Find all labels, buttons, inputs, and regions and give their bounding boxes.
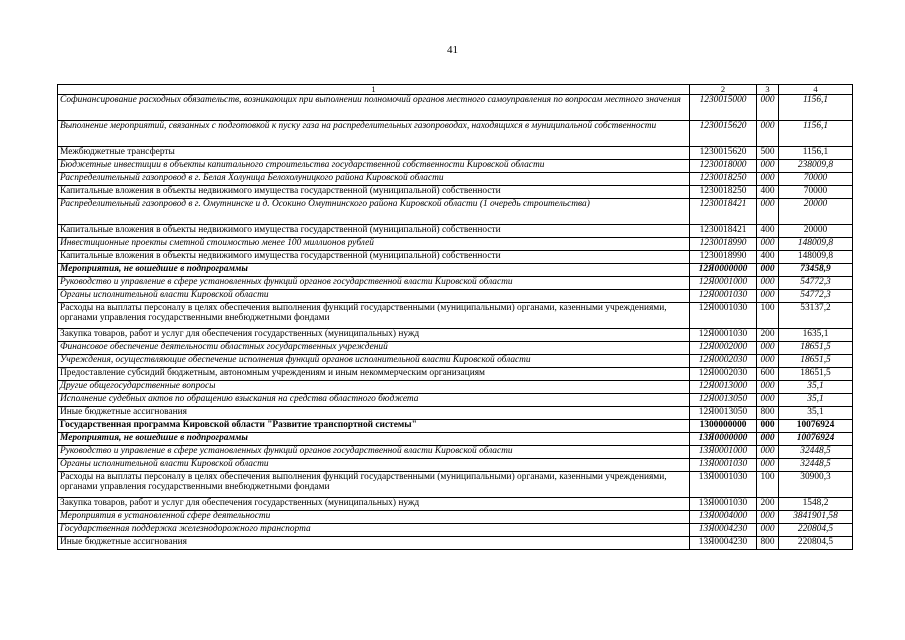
table-row xyxy=(58,459,853,472)
row-type-cell: 000 xyxy=(757,264,779,277)
row-type-cell: 400 xyxy=(757,225,779,238)
row-sum-cell: 1156,1 xyxy=(779,121,853,147)
table-row xyxy=(58,394,853,407)
row-type-cell: 000 xyxy=(757,394,779,407)
row-sum-cell: 1156,1 xyxy=(779,95,853,121)
row-sum-cell: 53137,2 xyxy=(779,303,853,329)
row-type-cell: 000 xyxy=(757,511,779,524)
row-code-cell: 13Я0001030 xyxy=(690,459,757,472)
row-code-cell: 1230018990 xyxy=(690,251,757,264)
row-code-cell: 12Я0013050 xyxy=(690,394,757,407)
row-code-cell: 13Я0000000 xyxy=(690,433,757,446)
row-type-cell: 100 xyxy=(757,472,779,498)
row-name-cell: Государственная поддержка железнодорожного транспорта xyxy=(58,524,690,537)
row-name-cell: Государственная программа Кировской области "Развитие транспортной системы" xyxy=(58,420,690,433)
row-sum-cell: 32448,5 xyxy=(779,446,853,459)
row-name-cell: Мероприятия, не вошедшие в подпрограммы xyxy=(58,433,690,446)
row-type-cell: 000 xyxy=(757,342,779,355)
row-name-cell: Расходы на выплаты персоналу в целях обеспечения выполнения функций государственными (муниципальными) органами, казенными учреждениями, органами управления государственными внебюджетными фондами xyxy=(58,472,690,498)
row-name-cell: Иные бюджетные ассигнования xyxy=(58,537,690,550)
row-name-cell: Выполнение мероприятий, связанных с подготовкой к пуску газа на распределительных газопроводах, находящихся в муниципальной собственности xyxy=(58,121,690,147)
table-row xyxy=(58,524,853,537)
row-name-cell: Инвестиционные проекты сметной стоимостью менее 100 миллионов рублей xyxy=(58,238,690,251)
table-row xyxy=(58,420,853,433)
row-name-cell: Учреждения, осуществляющие обеспечение исполнения функций органов исполнительной власти Кировской области xyxy=(58,355,690,368)
row-sum-cell: 18651,5 xyxy=(779,368,853,381)
row-name-cell: Бюджетные инвестиции в объекты капитального строительства государственной собственности Кировской области xyxy=(58,160,690,173)
table-row xyxy=(58,199,853,225)
row-code-cell: 1230018421 xyxy=(690,225,757,238)
row-code-cell: 1230018250 xyxy=(690,173,757,186)
row-sum-cell: 18651,5 xyxy=(779,355,853,368)
row-type-cell: 000 xyxy=(757,524,779,537)
row-type-cell: 400 xyxy=(757,186,779,199)
row-type-cell: 000 xyxy=(757,121,779,147)
row-type-cell: 000 xyxy=(757,238,779,251)
row-name-cell: Расходы на выплаты персоналу в целях обеспечения выполнения функций государственными (муниципальными) органами, казенными учреждениями, органами управления государственными внебюджетными фондами xyxy=(58,303,690,329)
row-type-cell: 100 xyxy=(757,303,779,329)
row-name-cell: Мероприятия в установленной сфере деятельности xyxy=(58,511,690,524)
table-row xyxy=(58,537,853,550)
row-type-cell: 200 xyxy=(757,498,779,511)
table-row xyxy=(58,407,853,420)
row-code-cell: 13Я0001030 xyxy=(690,498,757,511)
row-code-cell: 12Я0002000 xyxy=(690,342,757,355)
budget-table xyxy=(57,84,853,550)
row-code-cell: 12Я0000000 xyxy=(690,264,757,277)
row-sum-cell: 20000 xyxy=(779,225,853,238)
table-row xyxy=(58,290,853,303)
row-code-cell: 12Я0002030 xyxy=(690,355,757,368)
table-row xyxy=(58,121,853,147)
row-type-cell: 000 xyxy=(757,277,779,290)
column-header-type: 3 xyxy=(757,85,779,95)
table-row xyxy=(58,368,853,381)
row-sum-cell: 10076924 xyxy=(779,433,853,446)
table-row xyxy=(58,186,853,199)
row-name-cell: Распределительный газопровод в г. Омутнинске и д. Осокино Омутнинского района Кировской области (1 очередь строительства) xyxy=(58,199,690,225)
row-name-cell: Капитальные вложения в объекты недвижимого имущества государственной (муниципальной) собственности xyxy=(58,225,690,238)
row-sum-cell: 73458,9 xyxy=(779,264,853,277)
row-sum-cell: 35,1 xyxy=(779,381,853,394)
row-name-cell: Межбюджетные трансферты xyxy=(58,147,690,160)
row-type-cell: 200 xyxy=(757,329,779,342)
row-sum-cell: 54772,3 xyxy=(779,290,853,303)
table-row xyxy=(58,173,853,186)
table-row xyxy=(58,160,853,173)
row-name-cell: Закупка товаров, работ и услуг для обеспечения государственных (муниципальных) нужд xyxy=(58,329,690,342)
row-name-cell: Капитальные вложения в объекты недвижимого имущества государственной (муниципальной) собственности xyxy=(58,186,690,199)
row-type-cell: 800 xyxy=(757,537,779,550)
row-name-cell: Другие общегосударственные вопросы xyxy=(58,381,690,394)
table-row xyxy=(58,95,853,121)
row-code-cell: 13Я0004230 xyxy=(690,537,757,550)
row-code-cell: 12Я0001000 xyxy=(690,277,757,290)
row-name-cell: Капитальные вложения в объекты недвижимого имущества государственной (муниципальной) собственности xyxy=(58,251,690,264)
row-name-cell: Финансовое обеспечение деятельности областных государственных учреждений xyxy=(58,342,690,355)
column-header-code: 2 xyxy=(690,85,757,95)
table-row xyxy=(58,264,853,277)
row-type-cell: 000 xyxy=(757,199,779,225)
row-code-cell: 1230018990 xyxy=(690,238,757,251)
row-sum-cell: 70000 xyxy=(779,173,853,186)
row-code-cell: 13Я0001000 xyxy=(690,446,757,459)
row-name-cell: Мероприятия, не вошедшие в подпрограммы xyxy=(58,264,690,277)
row-name-cell: Предоставление субсидий бюджетным, автономным учреждениям и иным некоммерческим организациям xyxy=(58,368,690,381)
row-sum-cell: 148009,8 xyxy=(779,251,853,264)
row-code-cell: 1230018000 xyxy=(690,160,757,173)
row-code-cell: 1230015620 xyxy=(690,121,757,147)
table-header-row xyxy=(58,85,853,95)
row-sum-cell: 1156,1 xyxy=(779,147,853,160)
table-row xyxy=(58,446,853,459)
row-sum-cell: 32448,5 xyxy=(779,459,853,472)
row-code-cell: 12Я0002030 xyxy=(690,368,757,381)
row-sum-cell: 20000 xyxy=(779,199,853,225)
table-row xyxy=(58,147,853,160)
row-sum-cell: 148009,8 xyxy=(779,238,853,251)
table-row xyxy=(58,225,853,238)
row-name-cell: Закупка товаров, работ и услуг для обеспечения государственных (муниципальных) нужд xyxy=(58,498,690,511)
row-type-cell: 000 xyxy=(757,290,779,303)
row-sum-cell: 1548,2 xyxy=(779,498,853,511)
row-code-cell: 12Я0001030 xyxy=(690,329,757,342)
row-name-cell: Софинансирование расходных обязательств, возникающих при выполнении полномочий органов местного самоуправления по вопросам местного значения xyxy=(58,95,690,121)
row-sum-cell: 35,1 xyxy=(779,394,853,407)
row-code-cell: 13Я0001030 xyxy=(690,472,757,498)
row-type-cell: 600 xyxy=(757,368,779,381)
row-sum-cell: 54772,3 xyxy=(779,277,853,290)
row-type-cell: 400 xyxy=(757,251,779,264)
row-code-cell: 1230018421 xyxy=(690,199,757,225)
row-type-cell: 000 xyxy=(757,433,779,446)
row-code-cell: 12Я0013000 xyxy=(690,381,757,394)
row-type-cell: 000 xyxy=(757,459,779,472)
table-row xyxy=(58,472,853,498)
table-row xyxy=(58,355,853,368)
row-sum-cell: 220804,5 xyxy=(779,537,853,550)
table-row xyxy=(58,498,853,511)
row-sum-cell: 35,1 xyxy=(779,407,853,420)
table-row xyxy=(58,511,853,524)
row-sum-cell: 10076924 xyxy=(779,420,853,433)
table-row xyxy=(58,277,853,290)
row-name-cell: Органы исполнительной власти Кировской области xyxy=(58,459,690,472)
row-name-cell: Распределительный газопровод в г. Белая Холуница Белохолуницкого района Кировской области xyxy=(58,173,690,186)
row-name-cell: Исполнение судебных актов по обращению взыскания на средства областного бюджета xyxy=(58,394,690,407)
row-code-cell: 1230018250 xyxy=(690,186,757,199)
row-type-cell: 000 xyxy=(757,355,779,368)
row-code-cell: 1230015620 xyxy=(690,147,757,160)
row-type-cell: 000 xyxy=(757,95,779,121)
table-row xyxy=(58,433,853,446)
row-name-cell: Иные бюджетные ассигнования xyxy=(58,407,690,420)
row-type-cell: 000 xyxy=(757,446,779,459)
row-type-cell: 000 xyxy=(757,173,779,186)
table-row xyxy=(58,303,853,329)
row-type-cell: 000 xyxy=(757,420,779,433)
row-code-cell: 12Я0001030 xyxy=(690,303,757,329)
row-name-cell: Руководство и управление в сфере установленных функций органов государственной власти Кировской области xyxy=(58,446,690,459)
row-sum-cell: 1635,1 xyxy=(779,329,853,342)
row-code-cell: 13Я0004230 xyxy=(690,524,757,537)
row-type-cell: 000 xyxy=(757,381,779,394)
row-type-cell: 000 xyxy=(757,160,779,173)
row-type-cell: 800 xyxy=(757,407,779,420)
row-sum-cell: 220804,5 xyxy=(779,524,853,537)
row-sum-cell: 238009,8 xyxy=(779,160,853,173)
row-sum-cell: 18651,5 xyxy=(779,342,853,355)
row-code-cell: 13Я0004000 xyxy=(690,511,757,524)
table-row xyxy=(58,381,853,394)
row-code-cell: 1230015000 xyxy=(690,95,757,121)
row-sum-cell: 3841901,58 xyxy=(779,511,853,524)
row-code-cell: 12Я0001030 xyxy=(690,290,757,303)
table-row xyxy=(58,342,853,355)
row-name-cell: Руководство и управление в сфере установленных функций органов государственной власти Кировской области xyxy=(58,277,690,290)
column-header-name: 1 xyxy=(58,85,690,95)
column-header-sum: 4 xyxy=(779,85,853,95)
row-name-cell: Органы исполнительной власти Кировской области xyxy=(58,290,690,303)
table-row xyxy=(58,251,853,264)
row-sum-cell: 30900,3 xyxy=(779,472,853,498)
row-sum-cell: 70000 xyxy=(779,186,853,199)
row-code-cell: 1300000000 xyxy=(690,420,757,433)
row-type-cell: 500 xyxy=(757,147,779,160)
page-number: 41 xyxy=(447,44,458,56)
row-code-cell: 12Я0013050 xyxy=(690,407,757,420)
table-row xyxy=(58,329,853,342)
table-row xyxy=(58,238,853,251)
